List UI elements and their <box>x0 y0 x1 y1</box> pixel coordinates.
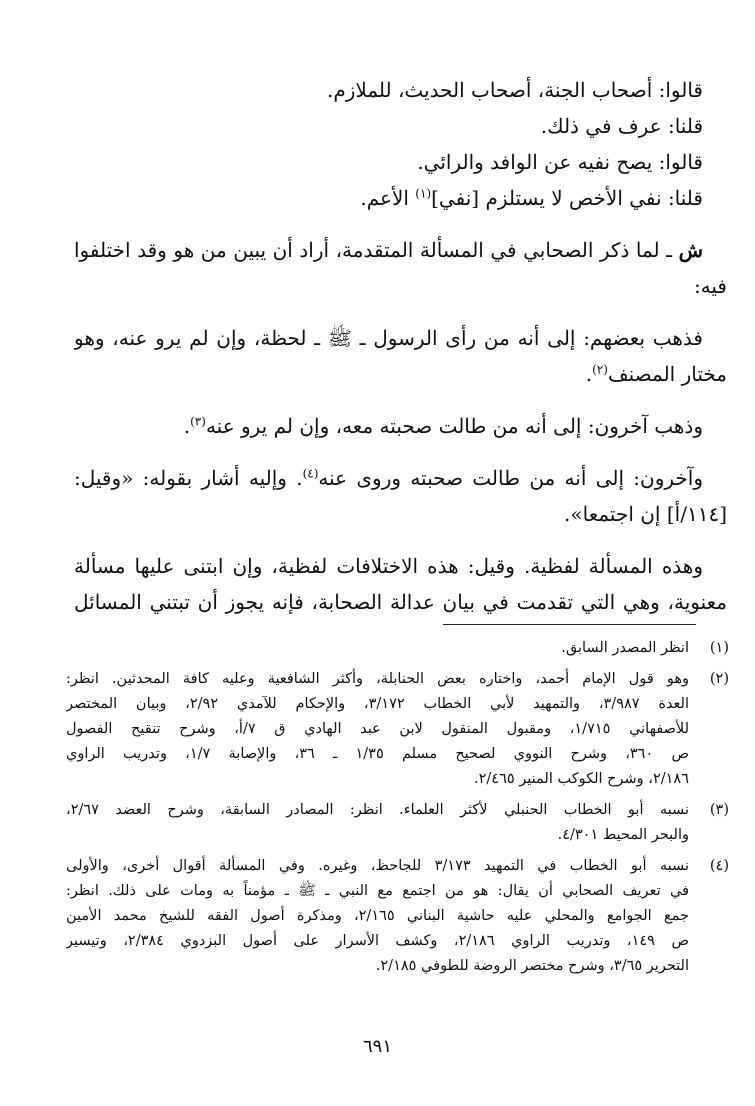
main-text <box>74 72 727 620</box>
commentary-marker: ش <box>678 238 703 262</box>
footnote-number: (٣) <box>709 802 729 818</box>
text-line: معنوية، وهي التي تقدمت في بيان عدالة الصحابة، فإنه يجوز أن تبتني المسائل <box>74 590 727 614</box>
footnote-line: نسبه أبو الخطاب في التمهيد ٣/١٧٣ للجاحظ، وغيره. وفي المسألة أقوال أخرى، والأولى <box>66 858 689 874</box>
footnote-number: (٢) <box>709 671 729 687</box>
footnote-line: وهو قول الإمام أحمد، واختاره بعض الحنابلة، وأكثر الشافعية وعليه كافة المحدثين. انظر: <box>66 671 689 687</box>
page-number: ٦٩١ <box>362 1036 392 1057</box>
footnote-line: والبحر المحيط ٤/٣٠١. <box>557 827 689 843</box>
footnote-line: التحرير ٣/٦٥، وشرح مختصر الروضة للطوفي ٢/١٨٥. <box>375 958 689 974</box>
text-line: وآخرون: إلى أنه من طالت صحبته وروى عنه$^{(٤)}$. وإليه أشار بقوله: «وقيل: <box>74 466 703 490</box>
text-line: وذهب آخرون: إلى أنه من طالت صحبته معه، وإن لم يرو عنه$^{(٣)}$. <box>183 414 703 438</box>
footnote-line: العدة ٣/٩٨٧، والتمهيد لأبي الخطاب ٣/١٧٢، والإحكام للآمدي ٢/٩٢، وبيان المختصر <box>66 696 689 712</box>
text-line: قالوا: أصحاب الجنة، أصحاب الحديث، للملازم. <box>326 78 703 102</box>
text-line: فذهب بعضهم: إلى أنه من رأى الرسول ـ ﷺ ـ لحظة، وإن لم يرو عنه، وهو <box>74 326 703 350</box>
footnote-number: (١) <box>709 640 729 656</box>
footnote <box>66 798 729 848</box>
text-line: قلنا: نفي الأخص لا يستلزم [نفي]$^{(١)}$ الأعم. <box>360 186 703 210</box>
text-line: فيه: <box>693 274 727 298</box>
footnote-ref: (٢) <box>592 362 608 377</box>
footnote-line: للأصفهاني ١/٧١٥، ومقبول المنقول لابن عبد الهادي ق ٧/أ، وشرح تنقيح الفصول <box>66 721 689 737</box>
footnote <box>66 854 729 979</box>
footnote-ref: (٣) <box>190 414 206 429</box>
footnotes <box>66 636 729 985</box>
footnote-ref: (٤) <box>302 466 319 481</box>
footnote-number: (٤) <box>709 858 729 874</box>
footnote-ref: (١) <box>415 186 432 201</box>
footnote-line: ص ١٤٩، وتدريب الراوي ٢/١٨٦، وكشف الأسرار على أصول البزدوي ٢/٣٨٤، وتيسير <box>66 933 689 949</box>
text-line: قالوا: يصح نفيه عن الوافد والرائي. <box>417 150 703 174</box>
footnote-line: انظر المصدر السابق. <box>561 640 689 656</box>
footnote-line: ٢/١٨٦، وشرح الكوكب المنير ٢/٤٦٥. <box>474 771 689 787</box>
footnote-line: في تعريف الصحابي أن يقال: هو من اجتمع مع النبي ـ ﷺ ـ مؤمناً به ومات على ذلك. انظر: <box>66 883 689 899</box>
text-line: ش ـ لما ذكر الصحابي في المسألة المتقدمة، أراد أن يبين من هو وقد اختلفوا <box>74 238 703 262</box>
text-line: وهذه المسألة لفظية. وقيل: هذه الاختلافات لفظية، وإن ابتنى عليها مسألة <box>74 554 703 578</box>
footnote-line: جمع الجوامع والمحلي عليه حاشية البناني ٢/١٦٥، ومذكرة أصول الفقه للشيخ محمد الأمين <box>66 908 689 924</box>
footnote <box>66 636 729 661</box>
footnote-line: نسبه أبو الخطاب الحنبلي لأكثر العلماء. انظر: المصادر السابقة، وشرح العضد ٢/٦٧، <box>66 802 689 818</box>
footnote <box>66 667 729 792</box>
footnote-line: ص ٣٦٠، وشرح النووي لصحيح مسلم ١/٣٥ ـ ٣٦، والإصابة ١/٧، وتدريب الراوي <box>66 746 689 762</box>
footnote-divider <box>443 624 696 625</box>
text-line: [١١٤/أ] إن اجتمعا». <box>564 502 727 526</box>
text-line: قلنا: عرف في ذلك. <box>540 114 703 138</box>
text-line: مختار المصنف$^{(٢)}$. <box>585 362 727 386</box>
